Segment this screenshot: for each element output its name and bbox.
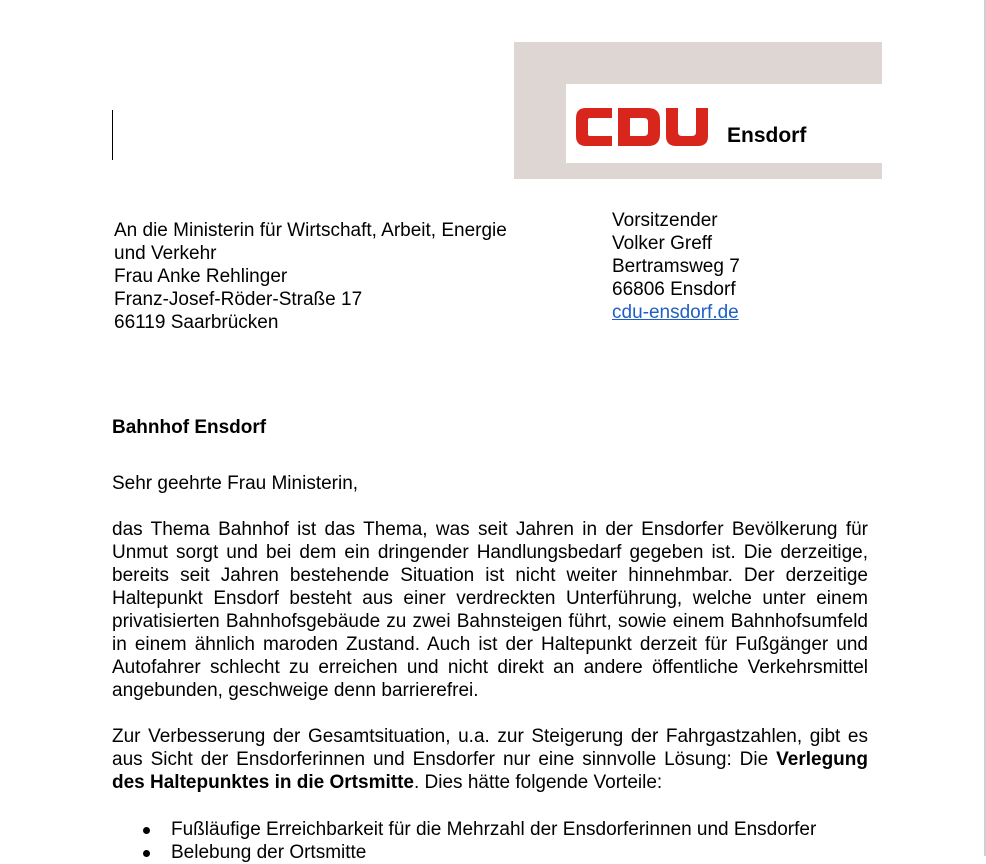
recipient-line: Frau Anke Rehlinger [114,266,288,287]
paragraph-2-emphasis: Verlegung des Haltepunktes in die Ortsmitte [112,749,868,793]
recipient-line: Franz-Josef-Röder-Straße 17 [114,289,363,310]
letter-paragraph-1: das Thema Bahnhof ist das Thema, was seit Jahren in der Ensdorfer Bevölkerung für Unmut sorgt und bei dem ein dringender Handlungsbedarf gegeben ist. Die derzeitige, bereits seit Jahren bestehende Situation ist nicht weiter hinnehmbar. Der derzeitige Haltepunkt Ensdorf besteht aus einer verdreckten Unterführung, welche unter einem privatisierten Bahnhofsgebäude zu zwei Bahnsteigen führt, sowie einem Bahnhofsumfeld in einem ähnlich maroden Zustand. Auch ist der Haltepunkt derzeit für Fußgänger und Autofahrer schlecht zu erreichen und nicht direkt an andere öffentliche Verkehrsmittel angebunden, geschweige denn barrierefrei. [112,519,868,701]
paragraph-2-outro: . Dies hätte folgende Vorteile: [413,772,663,793]
sender-city: 66806 Ensdorf [612,279,736,300]
letterhead-place-name: Ensdorf [727,124,807,147]
cdu-logo [572,96,710,154]
list-item [112,841,816,864]
recipient-line: 66119 Saarbrücken [114,312,279,333]
letterhead-logo-panel [514,42,882,179]
paragraph-2-intro: Zur Verbesserung der Gesamtsituation, u.a. zur Steigerung der Fahrgastzahlen, gibt es aus Sicht der Ensdorferinnen und Ensdorfer nur eine sinnvolle Lösung: Die [112,726,868,770]
advantages-list [112,818,816,864]
sender-street: Bertramsweg 7 [612,256,740,277]
list-item-text: Fußläufige Erreichbarkeit für die Mehrzahl der Ensdorferinnen und Ensdorfer [171,819,817,840]
list-item [112,818,816,841]
list-item-text: Belebung der Ortsmitte [171,842,367,863]
bullet-icon [143,827,150,834]
logo-white-band [566,84,882,163]
sender-role: Vorsitzender [612,210,718,231]
sender-address-block [612,209,740,324]
letter-paragraph-2 [112,725,868,794]
sender-name: Volker Greff [612,233,712,254]
letter-subject: Bahnhof Ensdorf [112,417,267,438]
recipient-line: An die Ministerin für Wirtschaft, Arbeit, Energie [114,220,507,241]
recipient-address-block [114,219,507,334]
sender-website-link[interactable]: cdu-ensdorf.de [612,302,739,323]
text-cursor [112,110,113,160]
letter-salutation: Sehr geehrte Frau Ministerin, [112,473,359,494]
recipient-line: und Verkehr [114,243,217,264]
